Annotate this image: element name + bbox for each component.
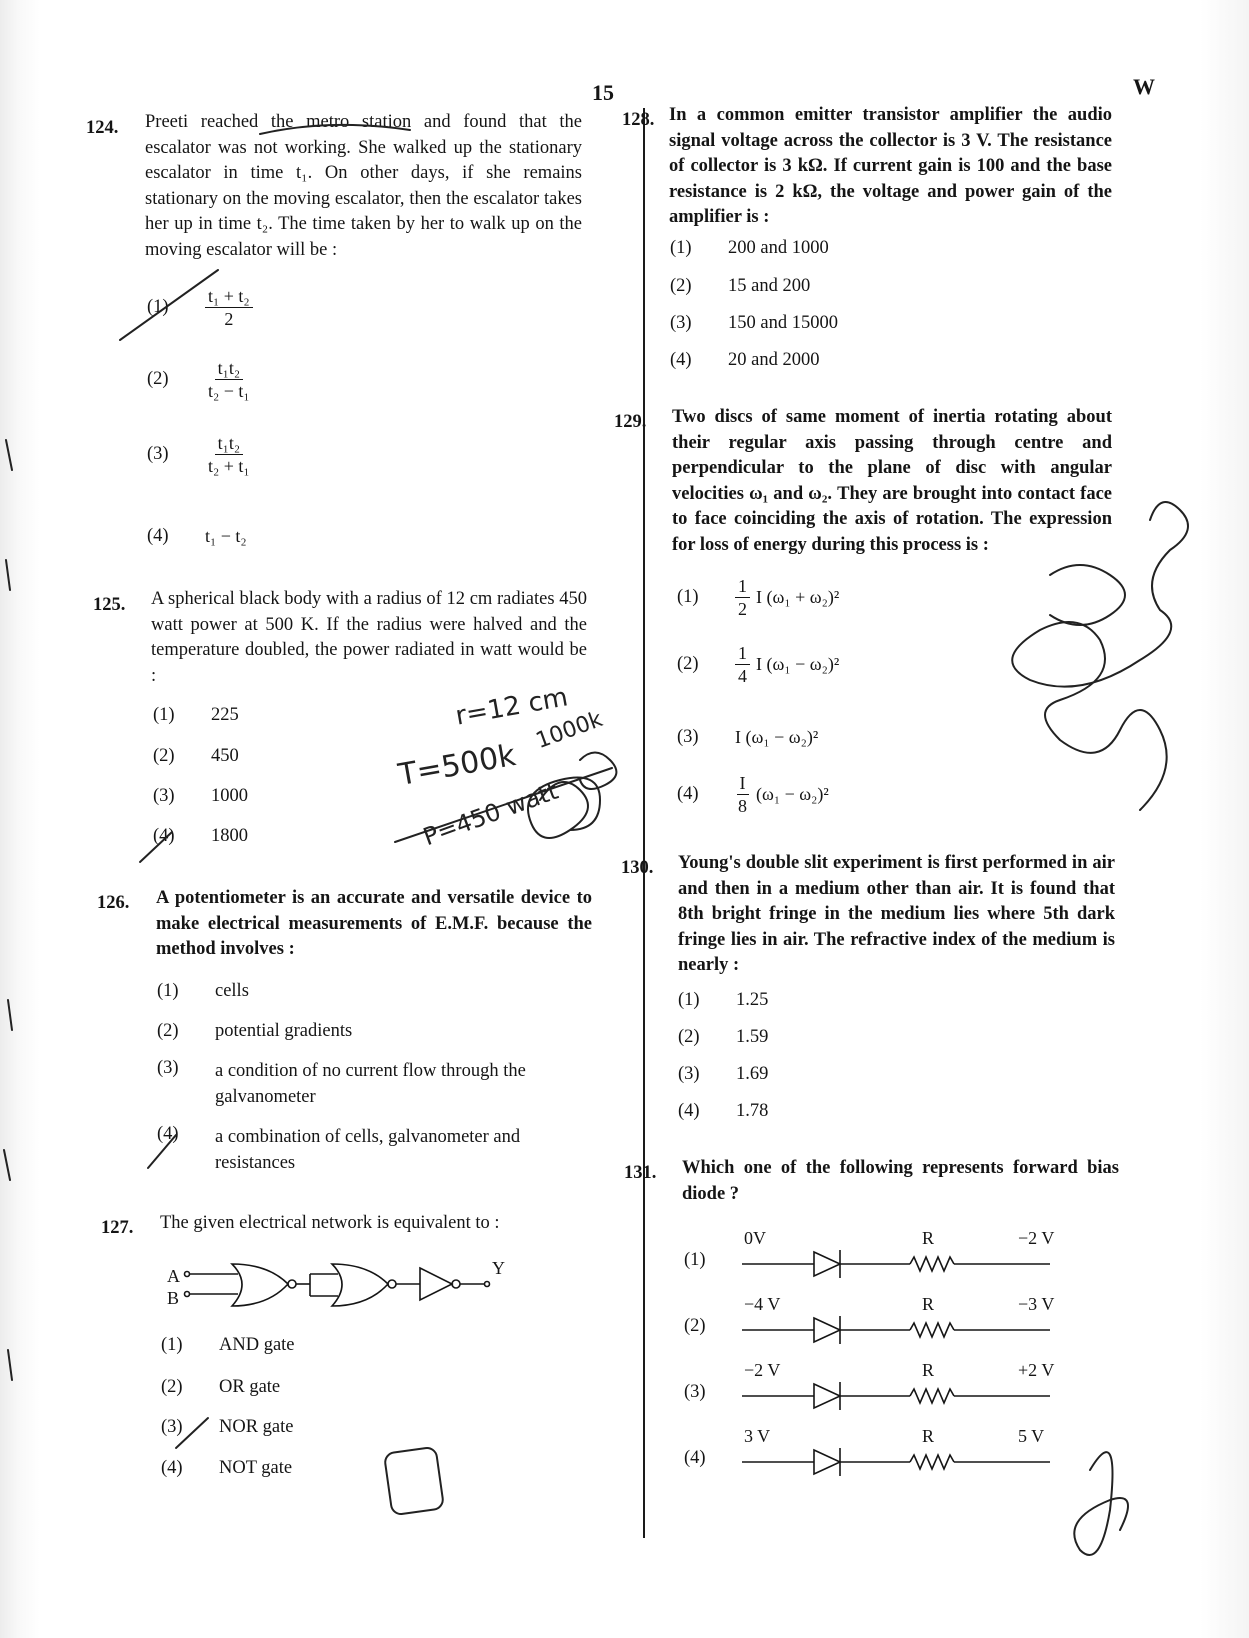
option-4[interactable]: (4) 1.78 bbox=[678, 1101, 769, 1121]
right-voltage: −2 V bbox=[1018, 1228, 1055, 1248]
resistor-label: R bbox=[922, 1294, 935, 1314]
input-a-label: A bbox=[167, 1266, 180, 1286]
right-voltage: 5 V bbox=[1018, 1426, 1045, 1446]
question-number: 126. bbox=[97, 893, 130, 913]
underline-scribble bbox=[260, 125, 410, 134]
option-label: (4) bbox=[684, 1448, 706, 1468]
option-label: (3) bbox=[684, 1382, 706, 1402]
resistor-label: R bbox=[922, 1360, 935, 1380]
option-2[interactable]: (2) 15 and 200 bbox=[670, 276, 811, 296]
signature bbox=[1074, 1452, 1128, 1555]
option-2[interactable]: (2) 450 bbox=[153, 746, 239, 766]
question-number: 131. bbox=[624, 1163, 657, 1183]
right-voltage: −3 V bbox=[1018, 1294, 1055, 1314]
question-text: Preeti reached the metro station and found that the escalator was not working. She walked up the stationary escalator in time t₁. On other days, if she remains stationary on the moving escalator, then the escalator takes her up in time t₂. The time taken by her to walk up on the moving escalator will be : bbox=[145, 112, 582, 260]
option-1[interactable]: (1) 200 and 1000 bbox=[670, 238, 829, 258]
left-voltage: 3 V bbox=[744, 1426, 771, 1446]
fraction: $\frac{I}{8}$ bbox=[738, 773, 747, 816]
input-b-label: B bbox=[167, 1288, 180, 1308]
option-4[interactable]: (4) 20 and 2000 bbox=[670, 350, 820, 370]
question-number: 125. bbox=[93, 595, 126, 615]
margin-marks bbox=[4, 440, 12, 1380]
fraction: $\frac{\text{t₁ + t₂}}{2}$ bbox=[205, 285, 253, 330]
scribble-box-q127 bbox=[384, 1447, 444, 1516]
resistor-label: R bbox=[922, 1426, 935, 1446]
fraction: $\frac{1}{4}$ bbox=[735, 642, 750, 687]
note-temperature: T=500k bbox=[395, 738, 519, 793]
option-3[interactable]: (3) NOR gate bbox=[161, 1417, 294, 1437]
option-1[interactable]: (1) AND gate bbox=[161, 1335, 295, 1355]
fraction: $\frac{\text{t₁t₂}}{\text{t₂ − t₁}}$ bbox=[208, 358, 250, 401]
question-number: 129. bbox=[614, 412, 647, 432]
booklet-code: W bbox=[1133, 74, 1155, 99]
left-voltage: −4 V bbox=[744, 1294, 781, 1314]
question-number: 130. bbox=[621, 858, 654, 878]
option-1[interactable]: (1) cells bbox=[157, 981, 249, 1001]
note-radius: r=12 cm bbox=[453, 682, 571, 732]
question-number: 124. bbox=[86, 118, 119, 138]
note-power: P=450 watt bbox=[419, 776, 562, 852]
note-temperature-2: 1000k bbox=[532, 706, 606, 755]
fraction: $\frac{\text{t₁t₂}}{\text{t₂ + t₁}}$ bbox=[208, 433, 250, 476]
left-voltage: 0V bbox=[744, 1228, 766, 1248]
output-y-label: Y bbox=[492, 1258, 505, 1278]
scribble-q125-2 bbox=[580, 753, 616, 790]
question-text: Two discs of same moment of inertia rotating about their regular axis passing through centre and perpendicular to the plane of disc with angular velocities ω₁ and ω₂. They are brought into contact face to face coinciding the axis of rotation. The expression for loss of energy during this process is : bbox=[672, 407, 1112, 555]
option-4[interactable]: (4) a combination of cells, galvanometer and resistances bbox=[157, 1124, 521, 1173]
tick-mark-q126 bbox=[148, 1135, 176, 1168]
option-1[interactable]: (1) 1.25 bbox=[678, 990, 769, 1010]
option-1[interactable]: (1) $\frac{1}{2}$ I (ω₁ + ω₂)² bbox=[677, 576, 840, 619]
left-voltage: −2 V bbox=[744, 1360, 781, 1380]
scribble-q129 bbox=[1012, 502, 1188, 810]
page-number: 15 bbox=[592, 80, 614, 105]
option-4[interactable]: (4) NOT gate bbox=[161, 1458, 293, 1478]
tick-mark-q127 bbox=[176, 1418, 208, 1448]
resistor-label: R bbox=[922, 1228, 935, 1248]
option-2[interactable]: (2) $\frac{1}{4}$ I (ω₁ − ω₂)² bbox=[677, 643, 840, 686]
question-text: Young's double slit experiment is first performed in air and then in a medium other than air. It is found that 8th bright fringe in the medium lies where 5th dark fringe lies in air. The refractive index of the medium is nearly : bbox=[678, 853, 1115, 975]
fraction: $\frac{1}{2}$ bbox=[735, 575, 750, 620]
question-number: 127. bbox=[101, 1218, 134, 1238]
option-2[interactable]: (2) 1.59 bbox=[678, 1027, 769, 1047]
option-3[interactable]: (3) a condition of no current flow through the galvanometer bbox=[157, 1058, 526, 1107]
option-4[interactable]: (4) t₁ − t₂ bbox=[147, 526, 247, 546]
option-2[interactable]: (2) OR gate bbox=[161, 1377, 281, 1397]
option-3[interactable]: (3) I (ω₁ − ω₂)² bbox=[677, 727, 819, 747]
question-number: 128. bbox=[622, 110, 655, 130]
option-label: (2) bbox=[147, 369, 169, 389]
option-1[interactable]: (1) 225 bbox=[153, 705, 239, 725]
right-voltage: +2 V bbox=[1018, 1360, 1055, 1380]
tick-mark-q125 bbox=[140, 832, 172, 862]
question-text: In a common emitter transistor amplifier the audio signal voltage across the collector is 3 V. The resistance of collector is 3 kΩ. If current gain is 100 and the base resistance is 2 kΩ, the voltage and power gain of the amplifier is : bbox=[669, 105, 1112, 227]
option-label: (4) bbox=[147, 526, 169, 546]
option-label: (2) bbox=[684, 1316, 706, 1336]
option-label: (1) bbox=[684, 1250, 706, 1270]
tick-mark-q124 bbox=[120, 270, 218, 340]
option-4[interactable]: (4) $\frac{I}{8}$ (ω₁ − ω₂)² bbox=[677, 773, 829, 816]
question-text: A potentiometer is an accurate and versatile device to make electrical measurements of E.M.F. because the method involves : bbox=[156, 888, 592, 959]
option-2[interactable]: (2) potential gradients bbox=[157, 1021, 353, 1041]
question-text: Which one of the following represents forward bias diode ? bbox=[682, 1158, 1119, 1204]
option-3[interactable]: (3) 150 and 15000 bbox=[670, 313, 838, 333]
option-label: (3) bbox=[147, 444, 169, 464]
option-4[interactable]: (4) 1800 bbox=[153, 826, 248, 846]
question-text: The given electrical network is equivalent to : bbox=[160, 1213, 500, 1233]
option-3[interactable]: (3) 1000 bbox=[153, 786, 248, 806]
question-text: A spherical black body with a radius of 12 cm radiates 450 watt power at 500 K. If the radius were halved and the temperature doubled, the power radiated in watt would be : bbox=[151, 589, 587, 686]
option-label: (1) bbox=[147, 297, 169, 317]
option-3[interactable]: (3) 1.69 bbox=[678, 1064, 769, 1084]
scribble-q129-2 bbox=[1050, 565, 1125, 625]
